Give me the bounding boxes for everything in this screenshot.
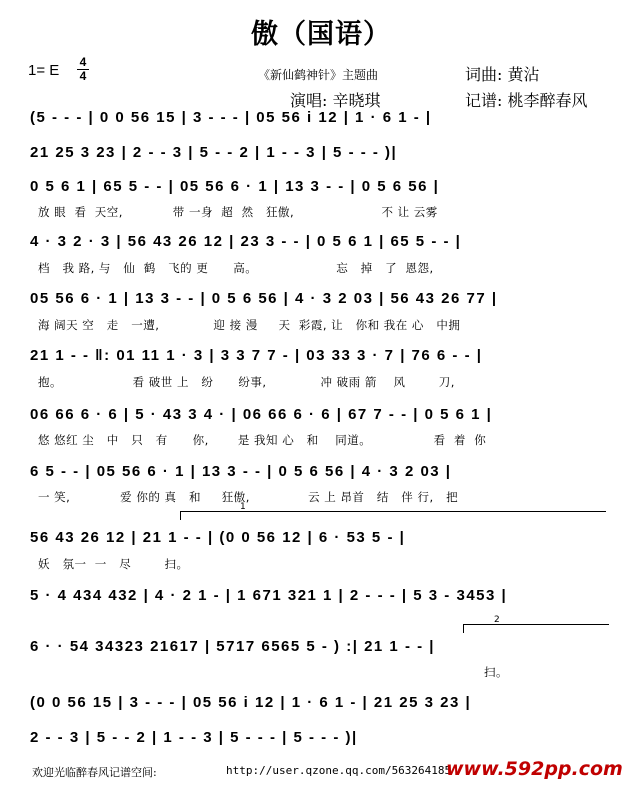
score-text: 21 25 3 23 | 2 - - 3 | 5 - - 2 | 1 - - 3 | 5 - - - )|: [30, 144, 398, 161]
score-text: 21 1 - - ‖: 01 11 1 · 3 | 3 3 7 7 - | 03 33 3 · 7 | 76 6 - - |: [30, 347, 483, 364]
score-text: (0 0 56 15 | 3 - - - | 05 56 i 12 | 1 · 6 1 - | 21 25 3 23 |: [30, 694, 472, 711]
score-line-12: [30, 692, 612, 714]
score-line-8: [30, 461, 612, 483]
key-signature: 1= E: [28, 62, 60, 79]
lyric-line-5: 悠 悠红 尘 中 只 有 你, 是 我知 心 和 同道。 看 着 你: [38, 433, 487, 447]
score-text: 0 5 6 1 | 65 5 - - | 05 56 6 · 1 | 13 3 - - | 0 5 6 56 |: [30, 178, 440, 195]
score-line-9: [30, 527, 612, 549]
volta-label-1: 1: [240, 502, 246, 512]
score-line-3: [30, 176, 612, 198]
score-text: 2 - - 3 | 5 - - 2 | 1 - - 3 | 5 - - - | 5 - - - )|: [30, 729, 358, 746]
score-text: 06 66 6 · 6 | 5 · 43 3 4 · | 06 66 6 · 6 | 67 7 - - | 0 5 6 1 |: [30, 406, 493, 423]
score-line-2: [30, 142, 612, 164]
score-line-4: [30, 231, 612, 253]
score-line-1: [30, 107, 612, 129]
footer-url: http://user.qzone.qq.com/563264185: [226, 764, 452, 777]
singer-credit: 演唱: 辛晓琪: [290, 91, 381, 110]
volta-bracket-2: [463, 624, 609, 633]
lyric-line-7: 妖 氛一 一 尽 扫。: [38, 557, 189, 571]
site-logo: www.592pp.com: [446, 758, 623, 780]
score-line-6: [30, 345, 612, 367]
lyric-line-2: 档 我 路, 与 仙 鹤 飞的 更 高。 忘 掉 了 恩怨,: [38, 261, 434, 275]
score-text: 6 5 - - | 05 56 6 · 1 | 13 3 - - | 0 5 6 56 | 4 · 3 2 03 |: [30, 463, 452, 480]
score-text: 6 · · 54 34323 21617 | 5717 6565 5 - ) :| 21 1 - - |: [30, 638, 435, 655]
lyric-line-4: 抱。 看 破世 上 纷 纷事, 冲 破雨 箭 风 刀,: [38, 375, 455, 389]
time-signature: [76, 56, 90, 83]
score-line-13: [30, 727, 612, 749]
subtitle: 《新仙鹤神针》主题曲: [258, 68, 379, 82]
lyricist-credit: 词曲: 黄沾: [465, 65, 540, 84]
lyric-line-6: 一 笑, 爱 你的 真 和 狂傲, 云 上 昂首 结 伴 行, 把: [38, 490, 459, 504]
score-line-5: [30, 288, 612, 310]
score-text: 4 · 3 2 · 3 | 56 43 26 12 | 23 3 - - | 0 5 6 1 | 65 5 - - |: [30, 233, 462, 250]
score-text: (5 - - - | 0 0 56 15 | 3 - - - | 05 56 i 12 | 1 · 6 1 - |: [30, 109, 432, 126]
lyric-line-3: 海 阔天 空 走 一遭, 迎 接 漫 天 彩霞, 让 你和 我在 心 中拥: [38, 318, 461, 332]
transcriber-credit: 记谱: 桃李醉春风: [465, 91, 588, 110]
score-line-11: [30, 636, 612, 658]
time-signature-top: 4: [79, 55, 87, 69]
score-line-7: [30, 404, 612, 426]
lyric-line-1: 放 眼 看 天空, 带 一身 超 然 狂傲, 不 让 云雾: [38, 205, 438, 219]
lyric-line-8: 扫。: [484, 665, 508, 679]
score-text: 5 · 4 434 432 | 4 · 2 1 - | 1 671 321 1 | 2 - - - | 5 3 - 3453 |: [30, 587, 508, 604]
song-title: 傲（国语）: [251, 19, 391, 50]
volta-label-2: 2: [494, 615, 500, 625]
score-line-10: [30, 585, 612, 607]
footer-text: 欢迎光临醉春风记谱空间:: [32, 766, 157, 779]
score-text: 05 56 6 · 1 | 13 3 - - | 0 5 6 56 | 4 · 3 2 03 | 56 43 26 77 |: [30, 290, 498, 307]
score-text: 56 43 26 12 | 21 1 - - | (0 0 56 12 | 6 · 53 5 - |: [30, 529, 406, 546]
volta-bracket-1: [180, 511, 606, 520]
time-signature-bottom: 4: [79, 69, 87, 83]
